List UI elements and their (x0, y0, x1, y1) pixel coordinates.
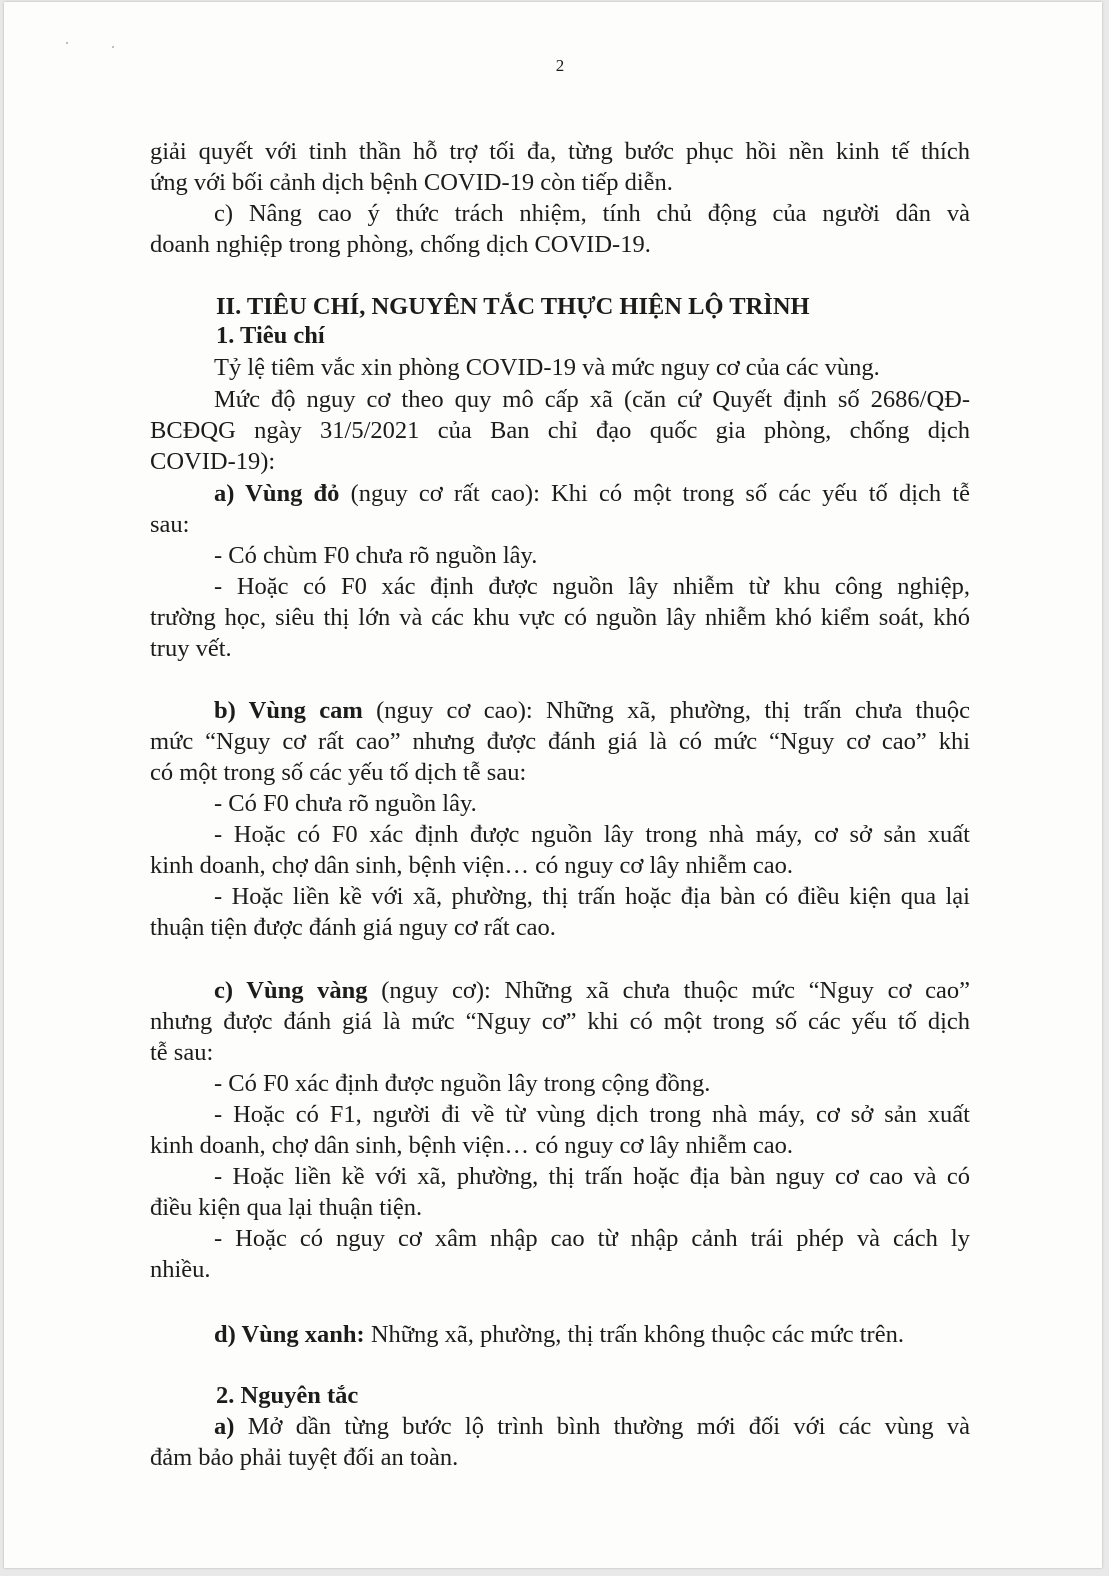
text-line: nhưng được đánh giá là mức “Nguy cơ” khi có một trong số các yếu tố dịch (150, 1008, 970, 1035)
green-zone-block (150, 1319, 970, 1350)
yellow-zone-block (150, 975, 970, 1285)
list-item: - Hoặc có F0 xác định được nguồn lây nhiễm từ khu công nghiệp, (214, 573, 970, 600)
text-line (150, 1411, 970, 1442)
text-line: kinh doanh, chợ dân sinh, bệnh viện… có nguy cơ lây nhiễm cao. (150, 852, 794, 879)
list-item: - Hoặc có F0 xác định được nguồn lây trong nhà máy, cơ sở sản xuất (214, 821, 970, 848)
subsection-principles-title: 2. Nguyên tắc (216, 1382, 359, 1409)
text-line: COVID-19): (150, 448, 276, 475)
text-line: điều kiện qua lại thuận tiện. (150, 1194, 423, 1221)
text-line: doanh nghiệp trong phòng, chống dịch COVID-19. (150, 231, 651, 258)
list-item: - Hoặc liền kề với xã, phường, thị trấn hoặc địa bàn có điều kiện qua lại (214, 883, 970, 910)
text-line: có một trong số các yếu tố dịch tễ sau: (150, 759, 527, 786)
paragraph-objective-c (150, 198, 970, 260)
principle-a-block (150, 1411, 970, 1473)
document-page (4, 2, 1102, 1568)
text-line: BCĐQG ngày 31/5/2021 của Ban chỉ đạo quốc gia phòng, chống dịch (150, 417, 970, 444)
orange-zone-block (150, 695, 970, 943)
list-item: - Hoặc có F1, người đi về từ vùng dịch trong nhà máy, cơ sở sản xuất (214, 1101, 970, 1128)
section-ii-title: II. TIÊU CHÍ, NGUYÊN TẮC THỰC HIỆN LỘ TRÌNH (216, 293, 810, 320)
text-line (150, 1319, 970, 1350)
text-line: truy vết. (150, 635, 232, 662)
paragraph-criteria (150, 352, 970, 383)
paragraph-risk-level (150, 384, 970, 477)
text-line: tễ sau: (150, 1039, 214, 1066)
text-line: kinh doanh, chợ dân sinh, bệnh viện… có nguy cơ lây nhiễm cao. (150, 1132, 794, 1159)
subsection-criteria-title: 1. Tiêu chí (216, 322, 325, 349)
list-item: - Có F0 xác định được nguồn lây trong cộng đồng. (214, 1070, 711, 1097)
text-span: (nguy cơ cao): Những xã, phường, thị trấn chưa thuộc (362, 697, 970, 724)
text-line (150, 695, 970, 726)
list-item: - Hoặc có nguy cơ xâm nhập cao từ nhập cảnh trái phép và cách ly (214, 1225, 970, 1252)
scan-speck (112, 46, 114, 48)
scan-speck (66, 42, 68, 44)
text-line: ứng với bối cảnh dịch bệnh COVID-19 còn tiếp diễn. (150, 169, 673, 196)
text-line: Tỷ lệ tiêm vắc xin phòng COVID-19 và mức nguy cơ của các vùng. (214, 354, 880, 381)
text-line: giải quyết với tinh thần hỗ trợ tối đa, từng bước phục hồi nền kinh tế thích (150, 138, 970, 165)
yellow-zone-label: c) Vùng vàng (214, 977, 368, 1004)
orange-zone-label: b) Vùng cam (214, 697, 363, 724)
list-item: - Hoặc liền kề với xã, phường, thị trấn hoặc địa bàn nguy cơ cao và có (214, 1163, 970, 1190)
principle-a-label: a) (214, 1413, 235, 1440)
text-line: c) Nâng cao ý thức trách nhiệm, tính chủ động của người dân và (214, 200, 970, 227)
text-span: (nguy cơ rất cao): Khi có một trong số các yếu tố dịch tễ (339, 480, 970, 507)
text-line: đảm bảo phải tuyệt đối an toàn. (150, 1444, 459, 1471)
text-line: trường học, siêu thị lớn và các khu vực có nguồn lây nhiễm khó kiểm soát, khó (150, 604, 970, 631)
page-number: 2 (555, 56, 565, 75)
text-line: thuận tiện được đánh giá nguy cơ rất cao. (150, 914, 556, 941)
paragraph-intro-continuation (150, 136, 970, 198)
text-line: sau: (150, 511, 190, 538)
text-line: mức “Nguy cơ rất cao” nhưng được đánh giá là có mức “Nguy cơ cao” khi (150, 728, 970, 755)
text-line: nhiều. (150, 1256, 211, 1283)
text-span: Mở dần từng bước lộ trình bình thường mới đối với các vùng và (234, 1413, 970, 1440)
green-zone-label: d) Vùng xanh: (214, 1321, 365, 1348)
text-line: Mức độ nguy cơ theo quy mô cấp xã (căn cứ Quyết định số 2686/QĐ- (214, 386, 970, 413)
text-span: (nguy cơ): Những xã chưa thuộc mức “Nguy cơ cao” (367, 977, 970, 1004)
text-span: Những xã, phường, thị trấn không thuộc các mức trên. (364, 1321, 904, 1348)
text-line (150, 975, 970, 1006)
red-zone-block (150, 478, 970, 664)
list-item: - Có chùm F0 chưa rõ nguồn lây. (214, 542, 538, 569)
list-item: - Có F0 chưa rõ nguồn lây. (214, 790, 477, 817)
red-zone-label: a) Vùng đỏ (214, 480, 340, 507)
text-line (150, 478, 970, 509)
